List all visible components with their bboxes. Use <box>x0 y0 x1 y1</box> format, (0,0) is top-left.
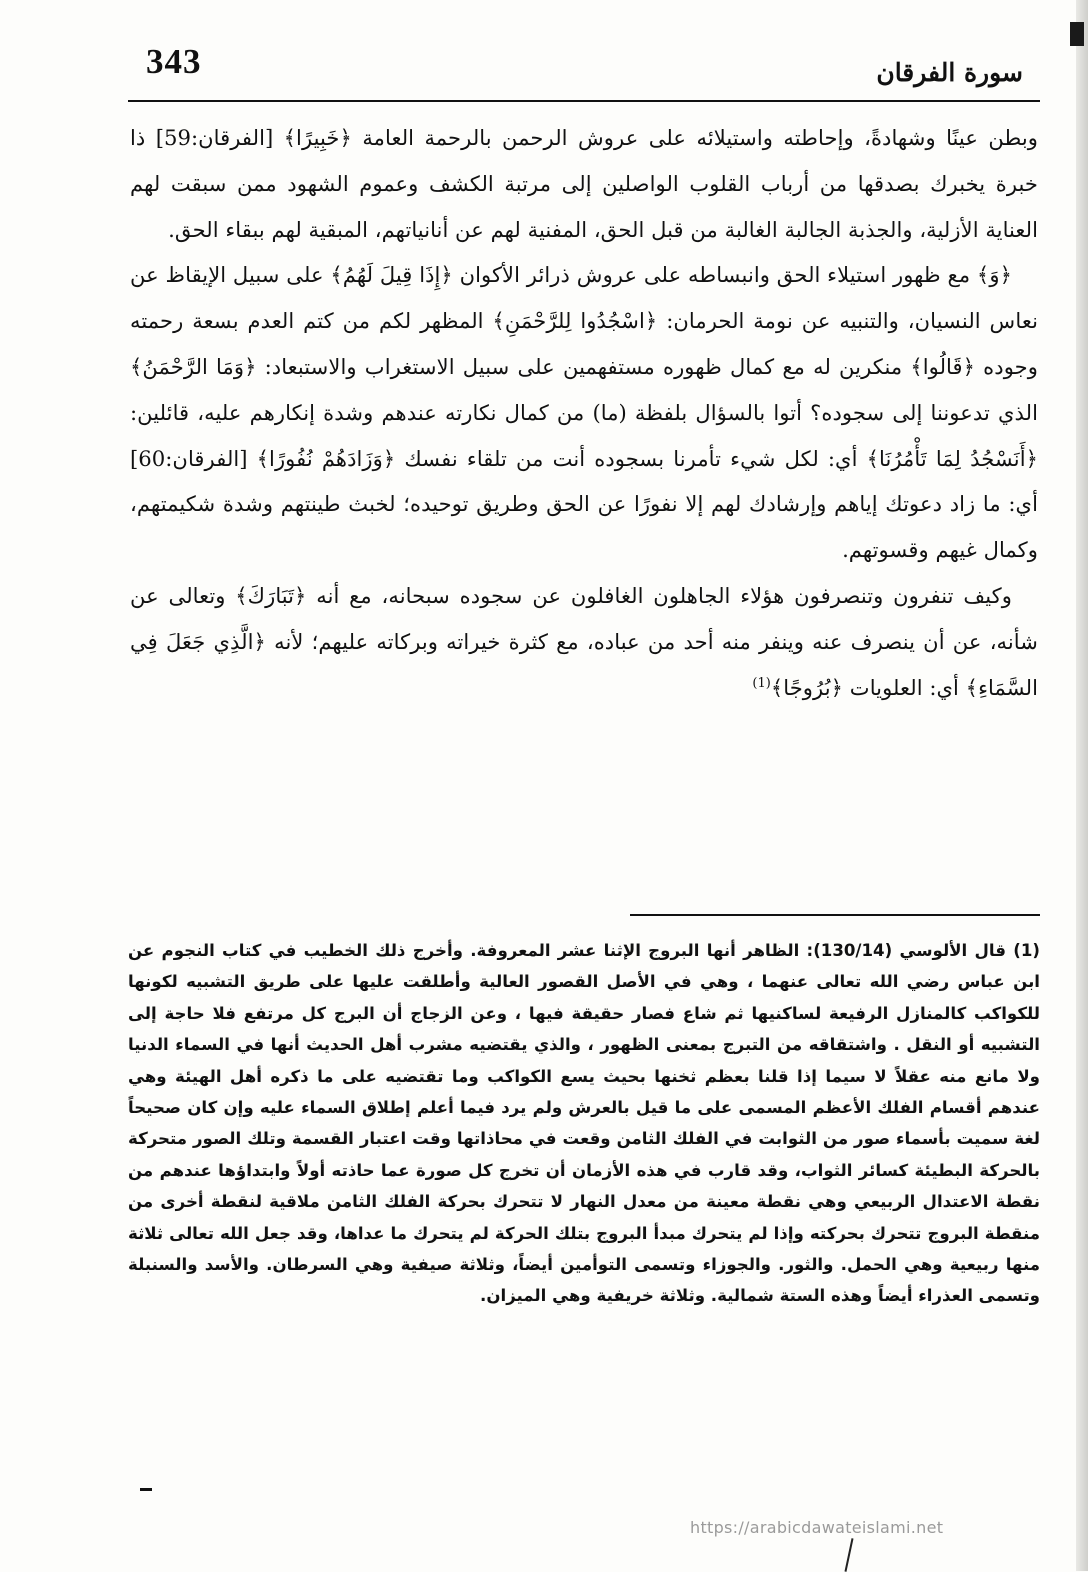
scan-edge-shadow <box>1076 0 1088 1571</box>
running-header-surah-name: سورة الفرقان <box>876 58 1023 87</box>
footnote-reference[interactable]: (1) <box>752 675 771 691</box>
paragraph-1: وبطن عينًا وشهادةً، وإحاطته واستيلائه على عروش الرحمن بالرحمة العامة ﴿خَبِيرًا﴾ [الفرقان:59] ذا خبرة يخبرك بصدقها من أرباب القلوب الواصلين إلى مرتبة الكشف وعموم الشهود ممن سبقت لهم العناية الأزلية، والجذبة الجالبة الغالبة من قبل الحق، المفنية لهم عن أنانياتهم، المبقية لهم ببقاء الحق. <box>130 125 1038 242</box>
main-text <box>130 115 1038 710</box>
footnote-separator <box>630 914 1040 916</box>
footnote <box>128 935 1040 1312</box>
paragraph-2: ﴿وَ﴾ مع ظهور استيلاء الحق وانبساطه على عروش ذرائر الأكوان ﴿إِذَا قِيلَ لَهُمُ﴾ على سبيل الإيقاظ عن نعاس النسيان، والتنبيه عن نومة الحرمان: ﴿اسْجُدُوا لِلرَّحْمَنِ﴾ المظهر لكم من كتم العدم بسعة رحمته وجوده ﴿قَالُوا﴾ منكرين له مع كمال ظهوره مستفهمين على سبيل الاستغراب والاستبعاد: ﴿وَمَا الرَّحْمَنُ﴾ الذي تدعوننا إلى سجوده؟ أتوا بالسؤال بلفظة (ما) من كمال نكارته عندهم وشدة إنكارهم عليه، قائلين: ﴿أَنَسْجُدُ لِمَا تَأْمُرُنَا﴾ أي: لكل شيء تأمرنا بسجوده أنت من تلقاء نفسك ﴿وَزَادَهُمْ نُفُورًا﴾ [الفرقان:60] أي: ما زاد دعوتك إياهم وإرشادك لهم إلا نفورًا عن الحق وطريق توحيده؛ لخبث طينتهم وشدة شكيمتهم، وكمال غيهم وقسوتهم. <box>130 262 1038 563</box>
footnote-text: (1) قال الألوسي (130/14): الظاهر أنها البروج الإثنا عشر المعروفة. وأخرج ذلك الخطيب في كتاب النجوم عن ابن عباس رضي الله تعالى عنهما ، وهي في الأصل القصور العالية وأطلقت عليها على طريق التشبيه لكونها للكواكب كالمنازل الرفيعة لساكنيها ثم شاع فصار حقيقة فيها ، وعن الزجاج أن البرج كل مرتفع فلا حاجة إلى التشبيه أو النقل . واشتقاقه من التبرج بمعنى الظهور ، والذي يقتضيه مشرب أهل الحديث أنها في السماء الدنيا ولا مانع منه عقلاً لا سيما إذا قلنا بعظم ثخنها بحيث يسع الكواكب وما تقتضيه على ما ذكره أهل الهيئة وهي عندهم أقسام الفلك الأعظم المسمى على ما قيل بالعرش ولم يرد فيما أعلم إطلاق السماء عليه وإن كان صحيحاً لغة سميت بأسماء صور من الثوابت في الفلك الثامن وقعت في محاذاتها وقت اعتبار القسمة وتلك الصور متحركة بالحركة البطيئة كسائر الثواب، وقد قارب في هذه الأزمان أن تخرج كل صورة عما حاذته أولاً وابتداؤها عندهم من نقطة الاعتدال الربيعي وهي نقطة معينة من معدل النهار لا تتحرك بحركة الفلك الثامن ملاقية لنقطة أخرى من منقطة البروج تتحرك بحركته وإذا لم يتحرك مبدأ البروج بتلك الحركة لم يتحرك ما عداها، وقد جعل الله تعالى ثلاثة منها ربيعية وهي الحمل. والثور. والجوزاء وتسمى التوأمين أيضاً، وثلاثة صيفية وهي السرطان. والأسد والسنبلة وتسمى العذراء أيضاً وهذه الستة شمالية. وثلاثة خريفية وهي الميزان. <box>128 941 1041 1306</box>
scan-corner-mark <box>1070 22 1084 46</box>
paragraph-3 <box>130 573 1038 710</box>
header-rule <box>128 100 1040 102</box>
page-number: 343 <box>146 42 202 81</box>
watermark-url: https://arabicdawateislami.net <box>690 1518 944 1537</box>
footnote-end-dash <box>140 1488 152 1491</box>
scan-stray-mark <box>844 1538 853 1572</box>
paragraph-3-text: وكيف تنفرون وتنصرفون هؤلاء الجاهلون الغافلون عن سجوده سبحانه، مع أنه ﴿تَبَارَكَ﴾ وتعالى عن شأنه، عن أن ينصرف عنه وينفر منه أحد من عباده، مع كثرة خيراته وبركاته عليهم؛ لأنه ﴿الَّذِي جَعَلَ فِي السَّمَاءِ﴾ أي: العلويات ﴿بُرُوجًا﴾ <box>130 582 1038 700</box>
